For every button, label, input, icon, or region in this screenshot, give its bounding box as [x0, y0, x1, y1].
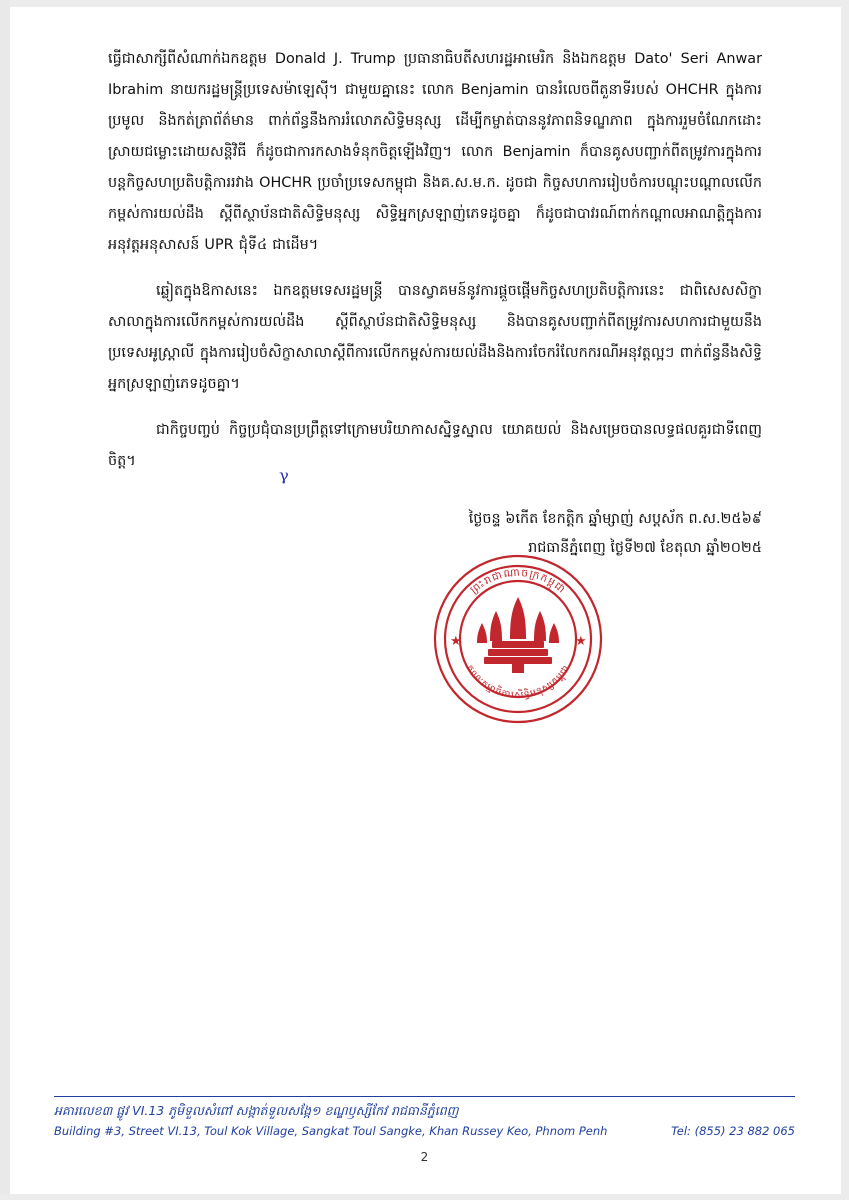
page-edge-right [841, 0, 849, 1200]
body-paragraph-1: ធ្វើជាសាក្សីពីសំណាក់ឯកឧត្តម Donald J. Trump ប្រធានាធិបតីសហរដ្ឋអាមេរិក និងឯកឧត្តម Dato' Seri Anwar Ibrahim នាយករដ្ឋមន្ត្រីប្រទេសម៉ាឡេស៊ី។ ជាមួយគ្នានេះ លោក Benjamin បានរំលេចពីតួនាទីរបស់ OHCHR ក្នុងការប្រមូល និងកត់ត្រាព័ត៌មាន ពាក់ព័ន្ធនឹងការរំលោភសិទ្ធិមនុស្ស ដើម្បីកម្ចាត់បាននូវភាពនិទណ្ឌភាព ក្នុងការរួមចំណែកដោះស្រាយជម្លោះដោយសន្តិវិធី ក៏ដូចជាការកសាងទំនុកចិត្តឡើងវិញ។ លោក Benjamin ក៏បានគូសបញ្ជាក់ពីតម្រូវការក្នុងការបន្តកិច្ចសហប្រតិបត្តិការរវាង OHCHR ប្រចាំប្រទេសកម្ពុជា និងគ.ស.ម.ក. ដូចជា កិច្ចសហការរៀបចំការបណ្តុះបណ្តាលលើកកម្ពស់ការយល់ដឹង ស្តីពីស្ថាប័នជាតិសិទ្ធិមនុស្ស សិទ្ធិអ្នកស្រឡាញ់ភេទដូចគ្នា ក៏ដូចជាបាវរណ៍ពាក់កណ្តាលអាណត្តិក្នុងការអនុវត្តអនុសាសន៍ UPR ជុំទី៤ ជាដើម។ [108, 51, 762, 253]
footer-address-khmer: អគារលេខ៣ ផ្លូវ VI.13 ភូមិទួលសំពៅ សង្កាត់ទួលសង្កែ១ ខណ្ឌឫស្សីកែវ រាជធានីភ្នំពេញ [54, 1103, 459, 1118]
page-edge-bottom [0, 1194, 849, 1200]
seal-top-text: ព្រះរាជាណាចក្រកម្ពុជា [468, 566, 569, 597]
footer-divider [54, 1096, 795, 1097]
body-paragraph-2: ឆ្លៀតក្នុងឱកាសនេះ ឯកឧត្តមទេសរដ្ឋមន្ត្រី បានស្វាគមន៍នូវការផ្តួចផ្តើមកិច្ចសហប្រតិបត្តិការនេះ ជាពិសេសសិក្ខាសាលាក្នុងការលើកកម្ពស់ការយល់ដឹង ស្តីពីស្ថាប័នជាតិសិទ្ធិមនុស្ស និងបានគូសបញ្ជាក់ពីតម្រូវការសហការជាមួយនឹងប្រទេសអូស្ត្រាលី ក្នុងការរៀបចំសិក្ខាសាលាស្តីពីការលើកកម្ពស់ការយល់ដឹងនិងការចែករំលែកករណីអនុវត្តល្អៗ ពាក់ព័ន្ធនឹងសិទ្ធិអ្នកស្រឡាញ់ភេទដូចគ្នា។ [108, 283, 762, 392]
page-edge-top [0, 0, 849, 7]
page-footer [54, 1101, 795, 1141]
footer-telephone: Tel: (855) 23 882 065 [671, 1124, 795, 1138]
date-line-gregorian: រាជធានីភ្នំពេញ ថ្ងៃទី២៧ ខែតុលា ឆ្នាំ២០២៥ [528, 540, 762, 556]
footer-address-english: Building #3, Street VI.13, Toul Kok Village, Sangkat Toul Sangke, Khan Russey Keo, Phnom Penh [54, 1124, 608, 1138]
seal-bottom-text: គណៈកម្មាធិការសិទ្ធិមនុស្សកម្ពុជា [463, 663, 573, 702]
svg-text:★: ★ [575, 634, 587, 649]
svg-text:★: ★ [450, 634, 462, 649]
official-seal-stamp [432, 553, 604, 725]
signature-mark: ᵞ [279, 466, 289, 496]
page-number: 2 [420, 1150, 429, 1164]
page-edge-left [0, 0, 10, 1200]
body-paragraph-3: ជាកិច្ចបញ្ចប់ កិច្ចប្រជុំបានប្រព្រឹត្តទៅក្រោមបរិយាកាសស្និទ្ធស្នាល យោគយល់ និងសម្រេចបានលទ្ធផលគួរជាទីពេញចិត្ត។ [108, 422, 762, 469]
document-body [108, 44, 762, 477]
date-line-khmer-calendar: ថ្ងៃចន្ទ ៦កើត ខែកត្តិក ឆ្នាំម្សាញ់ សប្តស័ក ព.ស.២៥៦៩ [468, 511, 762, 527]
